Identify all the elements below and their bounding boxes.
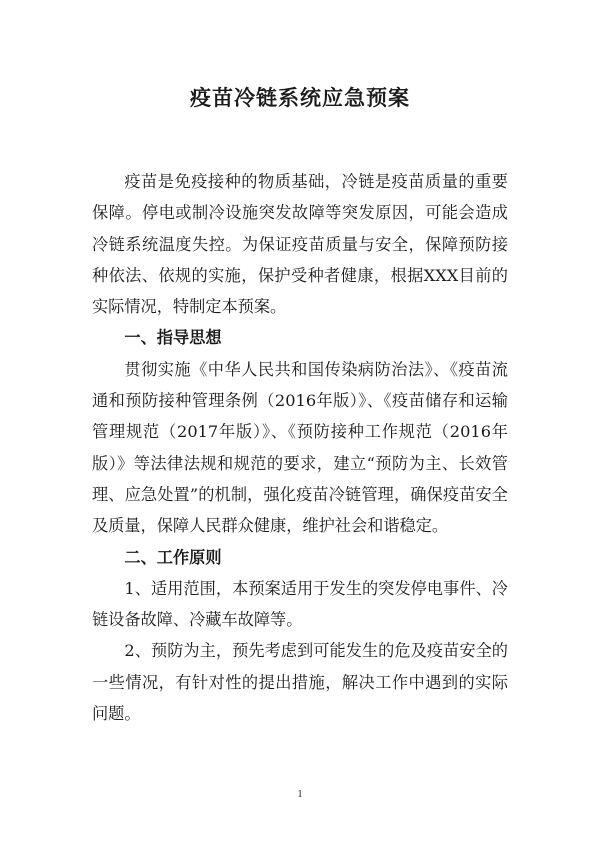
section-heading-working-principles: 二、工作原则 (124, 547, 222, 567)
document-body (92, 166, 508, 729)
page-number: 1 (297, 789, 303, 800)
intro-paragraph: 疫苗是免疫接种的物质基础，冷链是疫苗质量的重要保障。停电或制冷设施突发故障等突发原因，可能会造成冷链系统温度失控。为保证疫苗质量与安全，保障预防接种依法、依规的实施，保护受种者健康，根据XXX目前的实际情况，特制定本预案。 (92, 172, 508, 317)
section-heading-guiding-ideology: 一、指导思想 (124, 328, 222, 348)
principle-item-prevention: 2、预防为主，预先考虑到可能发生的危及疫苗安全的一些情况，有针对性的提出措施，解决工作中遇到的实际问题。 (92, 641, 508, 724)
document-title: 疫苗冷链系统应急预案 (190, 86, 410, 110)
principle-item-scope: 1、适用范围，本预案适用于发生的突发停电事件、冷链设备故障、冷藏车故障等。 (92, 578, 508, 630)
guiding-ideology-paragraph: 贯彻实施《中华人民共和国传染病防治法》、《疫苗流通和预防接种管理条例（2016年版）》、《疫苗储存和运输管理规范（2017年版）》、《预防接种工作规范（2016年版）》等法律法规和规范的要求，建立“预防为主、长效管理、应急处置”的机制，强化疫苗冷链管理，确保疫苗安全及质量，保障人民群众健康，维护社会和谐稳定。 (92, 359, 508, 536)
